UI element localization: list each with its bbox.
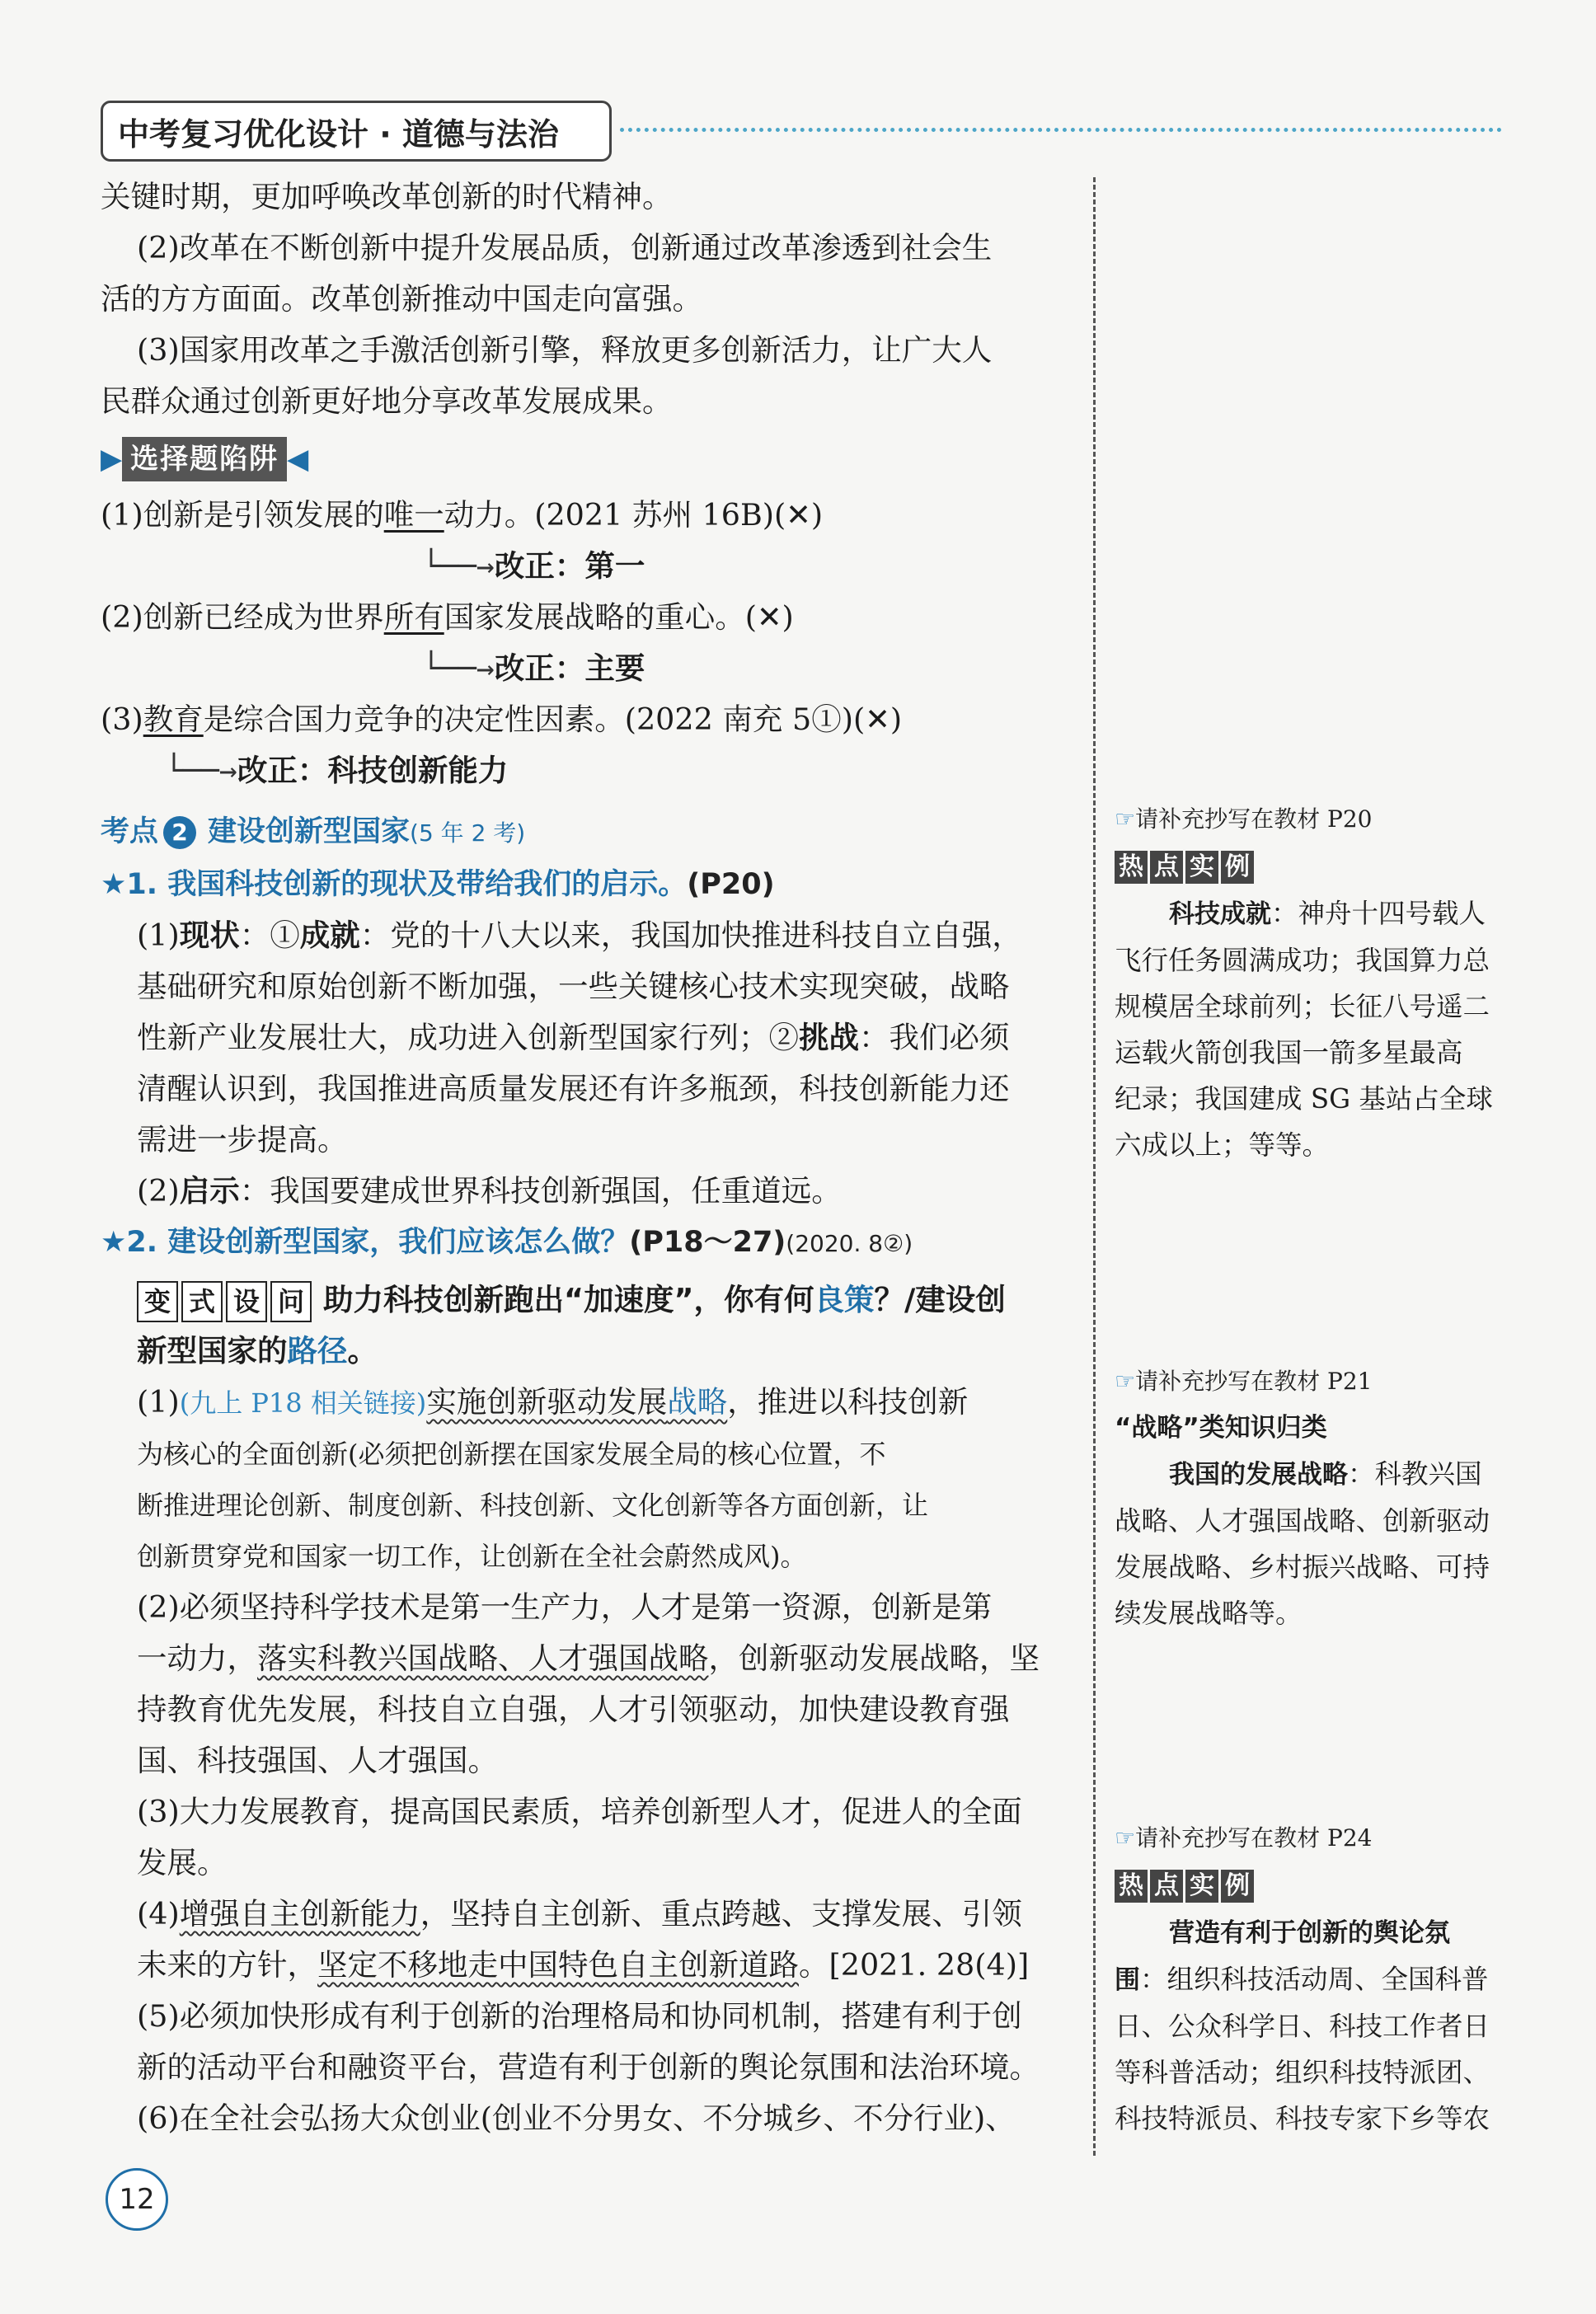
correction-arrow-icon: └──→ xyxy=(422,548,495,584)
side-1-line-1: 科技成就：神舟十四号载人 xyxy=(1169,898,1486,929)
side-3-line-3: 日、公众科学日、科技工作者日 xyxy=(1115,2011,1490,2042)
header-dotted-rule xyxy=(620,128,1502,132)
variant-question-line-1: 变 式 设 问 助力科技创新跑出“加速度”，你有何良策？/建设创 xyxy=(101,1274,1082,1326)
trap-section-title xyxy=(101,434,308,485)
kaodian-title: 建设创新型国家 xyxy=(208,815,411,848)
trap-fix-3: └──→改正：科技创新能力 xyxy=(165,753,509,788)
side-1-line-5: 纪录；我国建成 SG 基站占全球 xyxy=(1115,1083,1493,1115)
hot-example-tag: 热 点 实 例 xyxy=(1115,851,1254,884)
q2-line-7: 持教育优先发展，科技自立自强，人才引领驱动，加快建设教育强 xyxy=(137,1692,1010,1727)
question-1-title: ★1. 我国科技创新的现状及带给我们的启示。(P20) xyxy=(101,868,775,901)
pointing-hand-icon: ☞ xyxy=(1115,805,1136,833)
main-column xyxy=(101,171,1082,2144)
q2-line-12: 未来的方针，坚定不移地走中国特色自主创新道路。[2021. 28(4)] xyxy=(137,1947,1030,1983)
side-note-2 xyxy=(1115,1359,1510,1636)
q2-line-9: (3)大力发展教育，提高国民素质，培养创新型人才，促进人的全面 xyxy=(137,1794,1022,1829)
side-3-line-5: 科技特派员、科技专家下乡等农 xyxy=(1115,2103,1490,2134)
intro-line-4: (3)国家用改革之手激活创新引擎，释放更多创新活力，让广大人 xyxy=(137,332,993,368)
q1-line-2: 基础研究和原始创新不断加强，一些关键核心技术实现突破，战略 xyxy=(137,969,1010,1004)
intro-line-1: 关键时期，更加呼唤改革创新的时代精神。 xyxy=(101,179,673,214)
header-title-box xyxy=(101,101,612,162)
trap-item-1: (1)创新是引领发展的唯一动力。(2021 苏州 16B)(✕) xyxy=(101,497,824,533)
side-1-line-3: 规模居全球前列；长征八号遥二 xyxy=(1115,991,1490,1022)
q1-line-6: (2)启示：我国要建成世界科技创新强国，任重道远。 xyxy=(137,1173,842,1209)
side-1-line-2: 飞行任务圆满成功；我国算力总 xyxy=(1115,945,1490,976)
cross-reference: (九上 P18 相关链接) xyxy=(179,1387,427,1419)
q2-line-13: (5)必须加快形成有利于创新的治理格局和协同机制，搭建有利于创 xyxy=(137,1998,1022,2034)
kaodian-heading: 考点 2 建设创新型国家(5 年 2 考) xyxy=(101,815,526,848)
side-3-line-1: 营造有利于创新的舆论氛 xyxy=(1169,1918,1450,1948)
column-divider xyxy=(1093,177,1096,2156)
trap-item-2: (2)创新已经成为世界所有国家发展战略的重心。(✕) xyxy=(101,599,794,635)
side-2-line-2: 战略、人才强国战略、创新驱动 xyxy=(1115,1505,1490,1537)
kaodian-number: 2 xyxy=(163,816,196,849)
side-3-line-4: 等科普活动；组织科技特派团、 xyxy=(1115,2057,1490,2088)
page-number: 12 xyxy=(106,2168,168,2231)
question-2-title: ★2. 建设创新型国家，我们应该怎么做？(P18～27)(2020. 8②) xyxy=(101,1226,913,1259)
q2-line-5: (2)必须坚持科学技术是第一生产力，人才是第一资源，创新是第 xyxy=(137,1589,993,1625)
side-2-line-1: 我国的发展战略：科教兴国 xyxy=(1169,1458,1482,1490)
q1-line-4: 清醒认识到，我国推进高质量发展还有许多瓶颈，科技创新能力还 xyxy=(137,1071,1010,1106)
q2-line-14: 新的活动平台和融资平台，营造有利于创新的舆论氛围和法治环境。 xyxy=(137,2049,1040,2085)
trap-item-3: (3)教育是综合国力竞争的决定性因素。(2022 南充 5①)(✕) xyxy=(101,702,903,737)
side-1-line-4: 运载火箭创我国一箭多星最高 xyxy=(1115,1037,1463,1068)
trap-fix-1: └──→改正：第一 xyxy=(422,548,645,584)
side-note-3 xyxy=(1115,1815,1510,2142)
trap-keyword: 教育 xyxy=(143,702,204,737)
side-hint: ☞请补充抄写在教材 P24 xyxy=(1115,1824,1373,1852)
q2-line-2: 为核心的全面创新(必须把创新摆在国家发展全局的核心位置，不 xyxy=(137,1439,886,1470)
q2-line-11: (4)增强自主创新能力，坚持自主创新、重点跨越、支撑发展、引领 xyxy=(137,1896,1022,1931)
correction-arrow-icon: └──→ xyxy=(165,753,237,788)
side-3-line-2: 围：组织科技活动周、全国科普 xyxy=(1115,1964,1489,1995)
hot-example-tag: 热 点 实 例 xyxy=(1115,1870,1254,1903)
side-2-line-4: 续发展战略等。 xyxy=(1115,1598,1303,1629)
q2-line-4: 创新贯穿党和国家一切工作，让创新在全社会蔚然成风)。 xyxy=(137,1541,807,1572)
trap-title-label: 选择题陷阱 xyxy=(122,437,287,481)
q2-line-3: 断推进理论创新、制度创新、科技创新、文化创新等各方面创新，让 xyxy=(137,1490,929,1521)
triangle-left-icon: ◀ xyxy=(287,443,309,476)
q1-line-3: 性新产业发展壮大，成功进入创新型国家行列；②挑战：我们必须 xyxy=(137,1020,1010,1055)
q2-line-10: 发展。 xyxy=(137,1845,228,1880)
trap-fix-2: └──→改正：主要 xyxy=(422,650,645,686)
intro-line-3: 活的方方面面。改革创新推动中国走向富强。 xyxy=(101,281,702,317)
q2-line-6: 一动力，落实科教兴国战略、人才强国战略，创新驱动发展战略，坚 xyxy=(137,1640,1040,1676)
star-icon: ★ xyxy=(101,1226,127,1259)
side-hint: ☞请补充抄写在教材 P20 xyxy=(1115,805,1373,833)
variant-question-line-2: 新型国家的路径。 xyxy=(137,1333,378,1368)
side-2-heading: “战略”类知识归类 xyxy=(1115,1413,1327,1443)
trap-keyword: 唯一 xyxy=(383,497,444,533)
side-1-line-6: 六成以上；等等。 xyxy=(1115,1129,1330,1161)
q1-line-5: 需进一步提高。 xyxy=(137,1122,348,1157)
side-2-line-3: 发展战略、乡村振兴战略、可持 xyxy=(1115,1551,1490,1583)
header-title: 中考复习优化设计 · 道德与法治 xyxy=(118,115,559,153)
q2-line-8: 国、科技强国、人才强国。 xyxy=(137,1743,498,1778)
intro-line-5: 民群众通过创新更好地分享改革发展成果。 xyxy=(101,383,673,419)
star-icon: ★ xyxy=(101,868,127,901)
pointing-hand-icon: ☞ xyxy=(1115,1368,1136,1395)
correction-arrow-icon: └──→ xyxy=(422,650,495,686)
triangle-right-icon: ▶ xyxy=(101,443,123,476)
q2-line-1: (1)(九上 P18 相关链接)实施创新驱动发展战略，推进以科技创新 xyxy=(137,1384,969,1420)
intro-line-2: (2)改革在不断创新中提升发展品质，创新通过改革渗透到社会生 xyxy=(137,230,993,265)
pointing-hand-icon: ☞ xyxy=(1115,1824,1136,1852)
side-hint: ☞请补充抄写在教材 P21 xyxy=(1115,1368,1373,1395)
variant-question-tag: 变 式 设 问 xyxy=(137,1281,312,1322)
side-note-1 xyxy=(1115,796,1510,1168)
q1-line-1: (1)现状：①成就：党的十八大以来，我国加快推进科技自立自强， xyxy=(137,918,1022,953)
trap-keyword: 所有 xyxy=(383,599,444,635)
q2-line-15: (6)在全社会弘扬大众创业(创业不分男女、不分城乡、不分行业)、 xyxy=(137,2100,1016,2136)
